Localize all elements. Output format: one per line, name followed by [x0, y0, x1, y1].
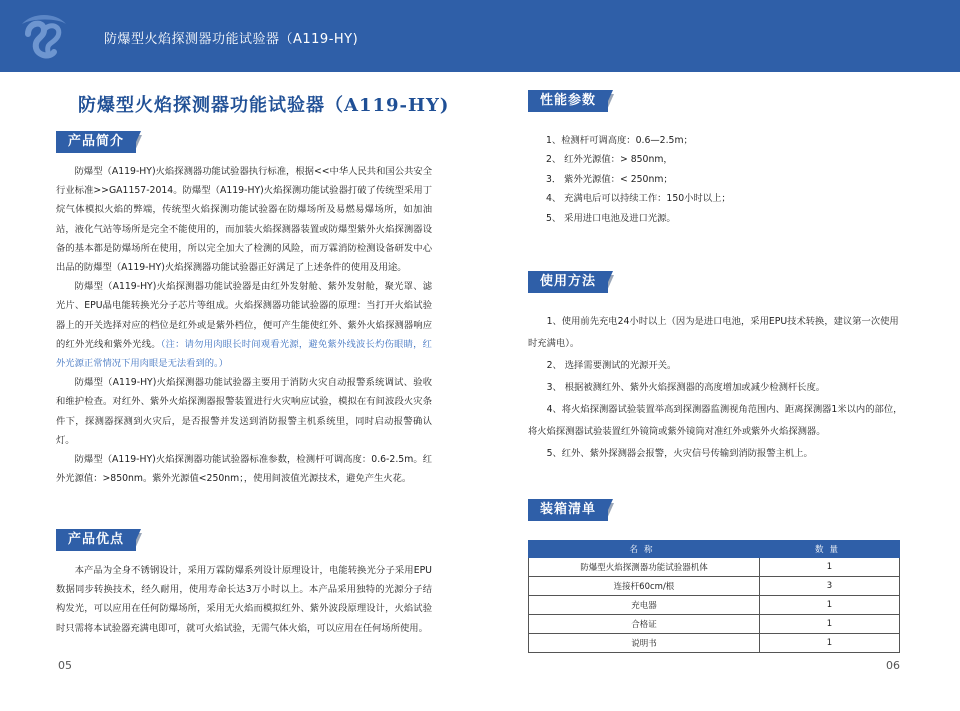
- column-header-name: 名称: [529, 541, 760, 558]
- table-row: [529, 634, 900, 653]
- item-name: 防爆型火焰探测器功能试验器机体: [529, 558, 760, 577]
- usage-text: [528, 311, 904, 465]
- page-number-left: 05: [58, 659, 72, 672]
- params-heading: [528, 90, 618, 112]
- packing-heading-label: 装箱清单: [528, 499, 608, 521]
- advantages-text: [56, 561, 432, 638]
- table-row: [529, 596, 900, 615]
- usage-step: 5、红外、紫外探测器会报警，火灾信号传输到消防报警主机上。: [546, 448, 813, 459]
- header-title: 防爆型火焰探测器功能试验器（A119-HY): [104, 32, 359, 47]
- table-header-row: [529, 541, 900, 558]
- item-qty: 1: [760, 596, 900, 615]
- list-item: 1、检测杆可调高度：0.6—2.5m；: [546, 135, 693, 146]
- advantages-heading-label: 产品优点: [56, 529, 136, 551]
- list-item: 5、 采用进口电池及进口光源。: [546, 212, 676, 224]
- item-name: 充电器: [529, 596, 760, 615]
- params-heading-label: 性能参数: [528, 90, 608, 112]
- packing-table: [528, 540, 900, 653]
- company-logo-icon: [14, 8, 74, 64]
- list-item: 4、 充满电后可以持续工作：150小时以上；: [546, 193, 731, 205]
- column-header-qty: 数量: [760, 541, 900, 558]
- item-name: 连接杆60cm/根: [529, 577, 760, 596]
- advantages-heading: [56, 529, 146, 551]
- usage-step: 4、将火焰探测器试验装置举高到探测器监测视角范围内、距离探测器1米以内的部位，将火焰探测器试验装置红外镜筒或紫外镜筒对准红外或紫外火焰探测器。: [528, 404, 903, 437]
- item-qty: 1: [760, 634, 900, 653]
- item-name: 说明书: [529, 634, 760, 653]
- item-name: 合格证: [529, 615, 760, 634]
- usage-step: 1、使用前先充电24小时以上（因为是进口电池，采用EPU技术转换，建议第一次使用时充满电）。: [528, 316, 899, 349]
- item-qty: 1: [760, 615, 900, 634]
- page-title: 防爆型火焰探测器功能试验器（A119-HY): [78, 95, 450, 116]
- table-row: [529, 577, 900, 596]
- intro-paragraph-2-text: 防爆型（A119-HY)火焰探测器功能试验器是由红外发射舱、紫外发射舱，聚光罩、滤光片、EPU晶电能转换光分子芯片等组成。火焰探测器功能试验器的原理：当打开火焰试验器上的开关选择对应的档位是红外或是紫外档位，便可产生能使红外、紫外火焰探测器响应的红外光线和紫外光线。: [56, 281, 432, 350]
- intro-paragraph-1: 防爆型（A119-HY)火焰探测器功能试验器执行标准，根据<<中华人民共和国公共安全行业标准>>GA1157-2014。防爆型（A119-HY)火焰探测功能试验器打破了传统型采用丁烷气体模拟火焰的弊端，传统型火焰探测功能试验器在防爆场所及易燃易爆场所，如加油站，液化气站等场所是完全不能使用的，而加装火焰探测器装置或防爆型紫外火焰探测器设备的基本都是防爆场所在使用，所以完全加大了检测的风险，而万霖消防检测设备研发中心出品的防爆型（A119-HY)火焰探测器功能试验器正好满足了上述条件的使用及用途。: [56, 166, 432, 274]
- packing-heading: [528, 499, 618, 521]
- usage-step: 2、 选择需要测试的光源开关。: [546, 360, 677, 371]
- list-item: 3． 紫外光源值：< 250nm；: [546, 173, 673, 185]
- usage-step: 3、 根据被测红外、紫外火焰探测器的高度增加或减少检测杆长度。: [546, 382, 826, 393]
- item-qty: 3: [760, 577, 900, 596]
- intro-heading-label: 产品简介: [56, 131, 136, 153]
- item-qty: 1: [760, 558, 900, 577]
- safety-note: （注：请勿用肉眼长时间观看光源，避免紫外线波长灼伤眼睛，红外光源正常情况下用肉眼是无法看到的。）: [56, 338, 432, 370]
- list-item: 2、 红外光源值：> 850nm，: [546, 154, 673, 166]
- page-number-right: 06: [886, 659, 900, 672]
- intro-paragraph-4: 防爆型（A119-HY)火焰探测器功能试验器标准参数，检测杆可调高度：0.6-2.5m。红外光源值：>850nm。紫外光源值<250nm；，使用间波值光源技术，避免产生火花。: [56, 454, 432, 485]
- advantages-paragraph: 本产品为全身不锈钢设计，采用万霖防爆系列设计原理设计，电能转换光分子采用EPU数据同步转换技术，经久耐用，使用寿命长达3万小时以上。本产品采用独特的光源分子结构发光，可以应用在任何防爆场所，采用无火焰而模拟红外、紫外波段原理设计，火焰试验时只需将本试验器充满电即可，就可火焰试验，无需气体火焰，可以应用在任何场所使用。: [56, 565, 432, 634]
- usage-heading-label: 使用方法: [528, 271, 608, 293]
- params-list: [546, 131, 731, 228]
- intro-heading: [56, 131, 146, 153]
- intro-paragraph-2: [56, 277, 432, 373]
- table-row: [529, 615, 900, 634]
- top-banner: [0, 0, 960, 72]
- table-row: [529, 558, 900, 577]
- usage-heading: [528, 271, 618, 293]
- intro-paragraph-3: 防爆型（A119-HY)火焰探测器功能试验器主要用于消防火灾自动报警系统调试、验收和维护检查。对红外、紫外火焰探测器报警装置进行火灾响应试验，模拟在有间波段火灾条件下，探测器探测到火灾后，是否报警并发送到消防报警主机系统里，同时启动报警确认灯。: [56, 377, 432, 446]
- intro-text: [56, 162, 432, 488]
